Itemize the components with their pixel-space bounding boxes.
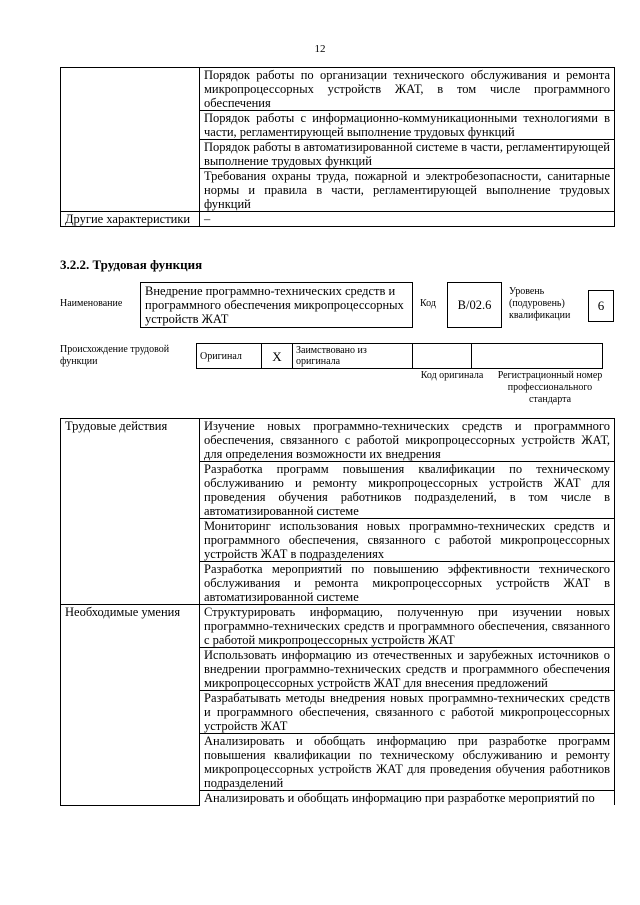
empty-label-cell xyxy=(61,68,200,212)
borrowed-label: Заимствовано из оригинала xyxy=(293,344,413,369)
other-characteristics-label: Другие характеристики xyxy=(61,212,200,227)
original-code-cell xyxy=(413,344,472,369)
knowledge-item: Требования охраны труда, пожарной и электробезопасности, санитарные нормы и правила в части, регламентирующей выполнение трудовых функций xyxy=(200,169,615,212)
code-label: Код xyxy=(420,298,436,309)
action-item: Изучение новых программно-технических средств и программного обеспечения, связанного с работой микропроцессорных устройств ЖАТ, для определения возможности их внедрения xyxy=(200,419,615,462)
origin-label: Происхождение трудовой функции xyxy=(60,344,170,367)
page-number: 12 xyxy=(314,43,326,55)
original-mark: X xyxy=(262,344,293,369)
reg-number-caption: Регистрационный номер профессионального стандарта xyxy=(497,370,603,405)
knowledge-item: Порядок работы по организации технического обслуживания и ремонта микропроцессорных устройств ЖАТ, в том числе программного обеспечения xyxy=(200,68,615,111)
reg-number-cell xyxy=(472,344,603,369)
skill-item: Анализировать и обобщать информацию при разработке мероприятий по xyxy=(200,791,615,806)
skills-label: Необходимые умения xyxy=(61,605,200,806)
skill-item: Использовать информацию из отечественных и зарубежных источников о внедрении программно-технических средств и программного обеспечения микропроцессорных устройств ЖАТ для внесения предложений xyxy=(200,648,615,691)
function-code: B/02.6 xyxy=(447,282,502,328)
level-label: Уровень (подуровень) квалификации xyxy=(509,286,571,321)
action-item: Мониторинг использования новых программно-технических средств и программного обеспечения, связанного с работой микропроцессорных устройств ЖАТ в подразделениях xyxy=(200,519,615,562)
function-details-table xyxy=(60,418,615,806)
knowledge-table xyxy=(60,67,615,227)
original-code-caption: Код оригинала xyxy=(420,370,484,381)
knowledge-item: Порядок работы с информационно-коммуникационными технологиями в части, регламентирующей выполнение трудовых функций xyxy=(200,111,615,140)
skill-item: Структурировать информацию, полученную при изучении новых программно-технических средств и программного обеспечения, связанного с работой микропроцессорных устройств ЖАТ xyxy=(200,605,615,648)
origin-table xyxy=(196,343,603,369)
skill-item: Анализировать и обобщать информацию при разработке программ повышения квалификации по техническому обслуживанию и ремонту микропроцессорных устройств ЖАТ для проведения обучения работников подразделений xyxy=(200,734,615,791)
section-title: 3.2.2. Трудовая функция xyxy=(60,257,203,272)
function-name: Внедрение программно-технических средств и программного обеспечения микропроцессорных устройств ЖАТ xyxy=(140,282,413,328)
name-label: Наименование xyxy=(60,298,123,309)
qualification-level: 6 xyxy=(588,290,614,322)
skill-item: Разрабатывать методы внедрения новых программно-технических средств и программного обеспечения, связанного с работой микропроцессорных устройств ЖАТ xyxy=(200,691,615,734)
actions-label: Трудовые действия xyxy=(61,419,200,605)
other-characteristics-value: – xyxy=(200,212,615,227)
action-item: Разработка мероприятий по повышению эффективности технического обслуживания и ремонта микропроцессорных устройств ЖАТ в автоматизированной системе xyxy=(200,562,615,605)
original-label: Оригинал xyxy=(197,344,262,369)
action-item: Разработка программ повышения квалификации по техническому обслуживанию и ремонту микропроцессорных устройств ЖАТ для проведения обучения работников подразделений, в том числе в автоматизированной системе xyxy=(200,462,615,519)
knowledge-item: Порядок работы в автоматизированной системе в части, регламентирующей выполнение трудовых функций xyxy=(200,140,615,169)
